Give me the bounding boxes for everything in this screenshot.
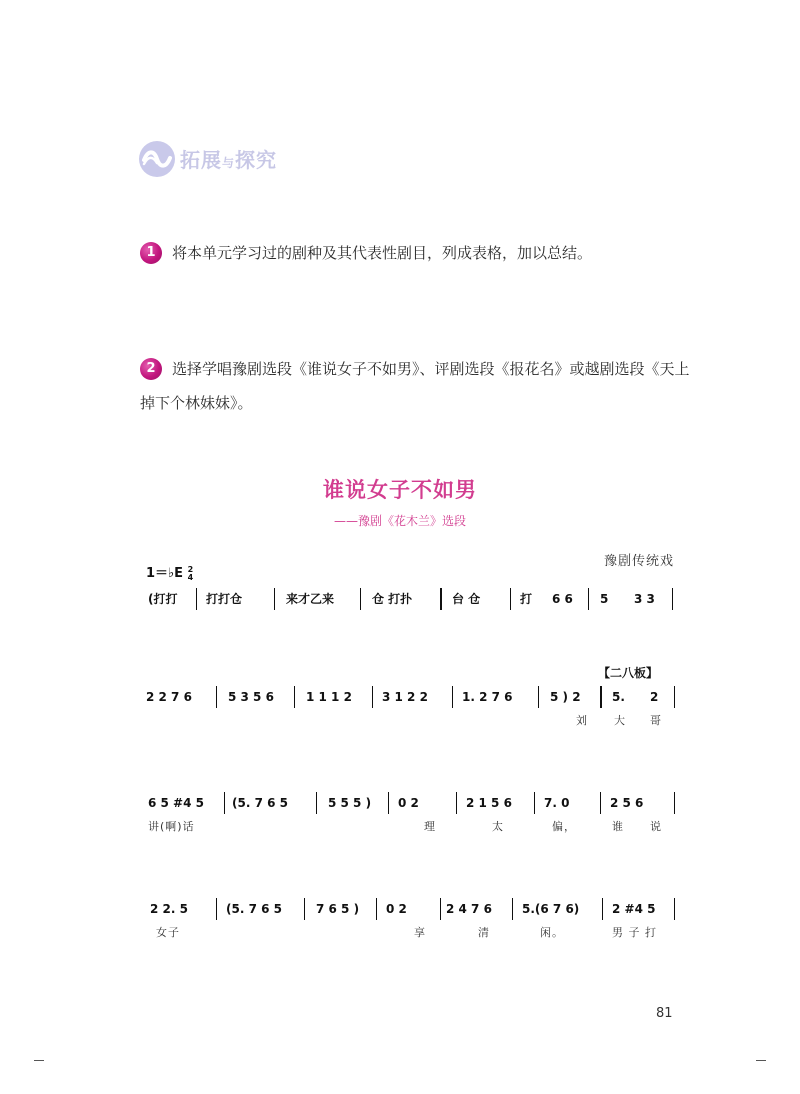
score-measure: 仓 打扑 bbox=[372, 592, 413, 606]
lyric: 女子 bbox=[156, 926, 180, 939]
barline bbox=[456, 792, 457, 814]
score-measure: 5 bbox=[600, 592, 609, 606]
time-signature-top: 2 bbox=[187, 564, 194, 574]
barline bbox=[512, 898, 513, 920]
score-measure: 2 2 7 6 bbox=[146, 690, 192, 704]
task-number-badge: 2 bbox=[140, 358, 162, 380]
barline bbox=[672, 588, 673, 610]
task-1-text: 将本单元学习过的剧种及其代表性剧目，列成表格，加以总结。 bbox=[172, 244, 593, 262]
score-measure: 2 2. 5 bbox=[150, 902, 188, 916]
score-measure: 3 1 2 2 bbox=[382, 690, 428, 704]
score-measure: 6 5 #4 5 bbox=[148, 796, 204, 810]
barline bbox=[600, 686, 602, 708]
wave-logo-icon bbox=[138, 140, 176, 178]
lyric: 谁 bbox=[612, 820, 624, 833]
lyric: 哥 bbox=[650, 714, 662, 727]
time-signature-bottom: 4 bbox=[187, 572, 194, 582]
barline bbox=[510, 588, 511, 610]
score-measure: 来才乙来 bbox=[286, 592, 335, 606]
section-title: 拓展与探究 bbox=[180, 148, 278, 172]
score-measure: 2 1 5 6 bbox=[466, 796, 512, 810]
lyric: 刘 bbox=[576, 714, 588, 727]
score-measure: 1 1 1 2 bbox=[306, 690, 352, 704]
lyric: 享 bbox=[414, 926, 426, 939]
composer-credit: 豫剧传统戏 bbox=[604, 554, 675, 569]
task-number-badge: 1 bbox=[140, 242, 162, 264]
lyric: 闲。 bbox=[540, 926, 564, 939]
lyric: 说 bbox=[650, 820, 662, 833]
barline bbox=[316, 792, 317, 814]
score-measure: 5 ) 2 bbox=[550, 690, 581, 704]
score-measure: 打打仓 bbox=[206, 592, 243, 606]
barline bbox=[294, 686, 295, 708]
barline bbox=[538, 686, 539, 708]
score-measure: 2 #4 5 bbox=[612, 902, 656, 916]
barline bbox=[440, 898, 441, 920]
barline bbox=[440, 588, 442, 610]
barline bbox=[216, 686, 217, 708]
barline bbox=[602, 898, 603, 920]
barline bbox=[674, 898, 675, 920]
page-number: 81 bbox=[656, 1006, 673, 1021]
task-2-text-line1: 选择学唱豫剧选段《谁说女子不如男》、评剧选段《报花名》或越剧选段《天上 bbox=[172, 360, 690, 378]
barline bbox=[360, 588, 361, 610]
score-measure: 3 3 bbox=[634, 592, 655, 606]
barline bbox=[216, 898, 217, 920]
barline bbox=[372, 686, 373, 708]
barline bbox=[196, 588, 197, 610]
barline bbox=[376, 898, 377, 920]
score-measure: 6 6 bbox=[552, 592, 573, 606]
score-measure: 台 仓 bbox=[452, 592, 481, 606]
song-subtitle: ——豫剧《花木兰》选段 bbox=[333, 514, 466, 528]
score-measure: 5. bbox=[612, 690, 625, 704]
lyric: 理 bbox=[424, 820, 436, 833]
barline bbox=[388, 792, 389, 814]
barline bbox=[588, 588, 589, 610]
score-measure: 5.(6 7 6) bbox=[522, 902, 580, 916]
task-2-text-line2: 掉下个林妹妹》。 bbox=[140, 394, 253, 412]
score-measure: 1. 2 7 6 bbox=[462, 690, 513, 704]
score-measure: 5 5 5 ) bbox=[328, 796, 372, 810]
crop-mark bbox=[756, 1060, 766, 1061]
lyric: 清 bbox=[478, 926, 490, 939]
score-measure: 打 bbox=[520, 592, 533, 606]
song-title: 谁说女子不如男 bbox=[323, 478, 477, 502]
crop-mark bbox=[34, 1060, 44, 1061]
barline bbox=[674, 792, 675, 814]
score-measure: 5 3 5 6 bbox=[228, 690, 274, 704]
barline bbox=[274, 588, 275, 610]
lyric: 大 bbox=[614, 714, 626, 727]
lyric: 男 子 打 bbox=[612, 926, 657, 939]
barline bbox=[224, 792, 225, 814]
barline bbox=[452, 686, 453, 708]
score-measure: (5. 7 6 5 bbox=[226, 902, 282, 916]
score-measure: 7 6 5 ) bbox=[316, 902, 360, 916]
barline bbox=[304, 898, 305, 920]
score-measure: 0 2 bbox=[386, 902, 407, 916]
lyric: 讲(啊)话 bbox=[148, 820, 195, 833]
lyric: 偏， bbox=[552, 820, 576, 833]
score-measure: 2 4 7 6 bbox=[446, 902, 492, 916]
barline bbox=[534, 792, 535, 814]
score-measure: 2 bbox=[650, 690, 659, 704]
score-measure: 0 2 bbox=[398, 796, 419, 810]
barline bbox=[674, 686, 675, 708]
banban-label: 【二八板】 bbox=[598, 666, 659, 680]
key-signature: 1＝♭E 2 4 bbox=[146, 564, 194, 582]
score-measure: (5. 7 6 5 bbox=[232, 796, 288, 810]
lyric: 太 bbox=[492, 820, 504, 833]
score-measure: 2 5 6 bbox=[610, 796, 644, 810]
barline bbox=[600, 792, 601, 814]
score-measure: 7. 0 bbox=[544, 796, 570, 810]
score-measure: (打打 bbox=[148, 592, 178, 606]
